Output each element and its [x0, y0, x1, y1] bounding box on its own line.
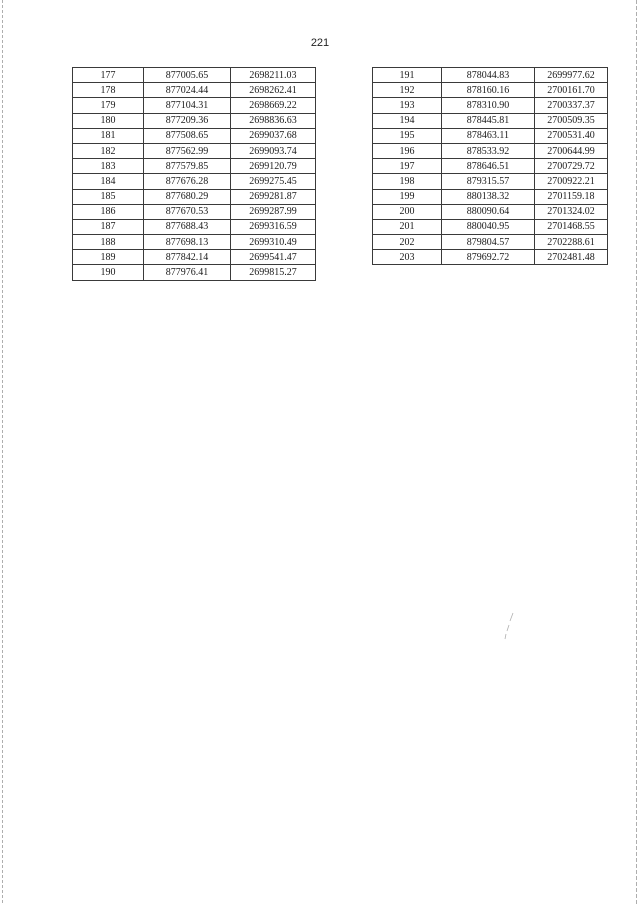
x-coordinate-cell: 877680.29 — [144, 189, 231, 204]
table-row — [373, 143, 608, 158]
x-coordinate-cell: 878044.83 — [442, 68, 535, 83]
y-coordinate-cell: 2699093.74 — [231, 143, 316, 158]
coordinate-table-left — [72, 67, 316, 281]
y-coordinate-cell: 2699281.87 — [231, 189, 316, 204]
x-coordinate-cell: 879315.57 — [442, 174, 535, 189]
table-row — [373, 189, 608, 204]
x-coordinate-cell: 877104.31 — [144, 98, 231, 113]
point-number-cell: 202 — [373, 235, 442, 250]
y-coordinate-cell: 2702288.61 — [535, 235, 608, 250]
point-number-cell: 180 — [73, 113, 144, 128]
point-number-cell: 188 — [73, 235, 144, 250]
table-row — [373, 204, 608, 219]
scan-edge-right — [636, 0, 637, 905]
table-row — [73, 68, 316, 83]
y-coordinate-cell: 2699316.59 — [231, 219, 316, 234]
point-number-cell: 189 — [73, 250, 144, 265]
table-row — [373, 68, 608, 83]
point-number-cell: 203 — [373, 250, 442, 265]
point-number-cell: 200 — [373, 204, 442, 219]
point-number-cell: 196 — [373, 143, 442, 158]
point-number-cell: 179 — [73, 98, 144, 113]
x-coordinate-cell: 877976.41 — [144, 265, 231, 280]
x-coordinate-cell: 877024.44 — [144, 83, 231, 98]
point-number-cell: 194 — [373, 113, 442, 128]
table-row — [73, 98, 316, 113]
y-coordinate-cell: 2700337.37 — [535, 98, 608, 113]
y-coordinate-cell: 2698669.22 — [231, 98, 316, 113]
point-number-cell: 187 — [73, 219, 144, 234]
scan-edge-left — [2, 0, 3, 905]
y-coordinate-cell: 2698836.63 — [231, 113, 316, 128]
y-coordinate-cell: 2701468.55 — [535, 219, 608, 234]
y-coordinate-cell: 2700644.99 — [535, 143, 608, 158]
y-coordinate-cell: 2700922.21 — [535, 174, 608, 189]
y-coordinate-cell: 2698211.03 — [231, 68, 316, 83]
point-number-cell: 178 — [73, 83, 144, 98]
x-coordinate-cell: 877562.99 — [144, 143, 231, 158]
x-coordinate-cell: 880138.32 — [442, 189, 535, 204]
point-number-cell: 184 — [73, 174, 144, 189]
y-coordinate-cell: 2700531.40 — [535, 128, 608, 143]
x-coordinate-cell: 878463.11 — [442, 128, 535, 143]
x-coordinate-cell: 877508.65 — [144, 128, 231, 143]
y-coordinate-cell: 2699310.49 — [231, 235, 316, 250]
table-row — [73, 174, 316, 189]
x-coordinate-cell: 878310.90 — [442, 98, 535, 113]
y-coordinate-cell: 2700509.35 — [535, 113, 608, 128]
table-row — [73, 189, 316, 204]
table-row — [73, 83, 316, 98]
point-number-cell: 192 — [373, 83, 442, 98]
x-coordinate-cell: 878445.81 — [442, 113, 535, 128]
table-row — [373, 83, 608, 98]
table-row — [73, 250, 316, 265]
point-number-cell: 181 — [73, 128, 144, 143]
point-number-cell: 191 — [373, 68, 442, 83]
point-number-cell: 201 — [373, 219, 442, 234]
point-number-cell: 197 — [373, 159, 442, 174]
y-coordinate-cell: 2700729.72 — [535, 159, 608, 174]
x-coordinate-cell: 877842.14 — [144, 250, 231, 265]
point-number-cell: 177 — [73, 68, 144, 83]
y-coordinate-cell: 2699287.99 — [231, 204, 316, 219]
x-coordinate-cell: 877670.53 — [144, 204, 231, 219]
table-row — [373, 159, 608, 174]
y-coordinate-cell: 2701159.18 — [535, 189, 608, 204]
point-number-cell: 199 — [373, 189, 442, 204]
x-coordinate-cell: 879692.72 — [442, 250, 535, 265]
table-row — [73, 265, 316, 280]
table-row — [373, 250, 608, 265]
y-coordinate-cell: 2699815.27 — [231, 265, 316, 280]
x-coordinate-cell: 878646.51 — [442, 159, 535, 174]
point-number-cell: 195 — [373, 128, 442, 143]
point-number-cell: 183 — [73, 159, 144, 174]
x-coordinate-cell: 877698.13 — [144, 235, 231, 250]
table-row — [373, 128, 608, 143]
y-coordinate-cell: 2700161.70 — [535, 83, 608, 98]
point-number-cell: 185 — [73, 189, 144, 204]
point-number-cell: 193 — [373, 98, 442, 113]
pen-mark — [502, 612, 516, 640]
y-coordinate-cell: 2699275.45 — [231, 174, 316, 189]
table-row — [73, 235, 316, 250]
y-coordinate-cell: 2699037.68 — [231, 128, 316, 143]
table-row — [373, 219, 608, 234]
point-number-cell: 186 — [73, 204, 144, 219]
y-coordinate-cell: 2699541.47 — [231, 250, 316, 265]
y-coordinate-cell: 2702481.48 — [535, 250, 608, 265]
x-coordinate-cell: 878160.16 — [442, 83, 535, 98]
x-coordinate-cell: 880090.64 — [442, 204, 535, 219]
page-number: 221 — [310, 37, 330, 49]
table-row — [73, 219, 316, 234]
x-coordinate-cell: 879804.57 — [442, 235, 535, 250]
table-row — [373, 174, 608, 189]
y-coordinate-cell: 2699977.62 — [535, 68, 608, 83]
table-row — [373, 98, 608, 113]
y-coordinate-cell: 2701324.02 — [535, 204, 608, 219]
point-number-cell: 182 — [73, 143, 144, 158]
table-row — [373, 113, 608, 128]
x-coordinate-cell: 880040.95 — [442, 219, 535, 234]
point-number-cell: 198 — [373, 174, 442, 189]
x-coordinate-cell: 878533.92 — [442, 143, 535, 158]
x-coordinate-cell: 877209.36 — [144, 113, 231, 128]
x-coordinate-cell: 877688.43 — [144, 219, 231, 234]
coordinate-table-right — [372, 67, 608, 265]
y-coordinate-cell: 2698262.41 — [231, 83, 316, 98]
table-row — [73, 159, 316, 174]
table-row — [73, 143, 316, 158]
x-coordinate-cell: 877579.85 — [144, 159, 231, 174]
x-coordinate-cell: 877005.65 — [144, 68, 231, 83]
table-row — [73, 128, 316, 143]
table-row — [73, 204, 316, 219]
table-row — [373, 235, 608, 250]
x-coordinate-cell: 877676.28 — [144, 174, 231, 189]
point-number-cell: 190 — [73, 265, 144, 280]
table-row — [73, 113, 316, 128]
y-coordinate-cell: 2699120.79 — [231, 159, 316, 174]
